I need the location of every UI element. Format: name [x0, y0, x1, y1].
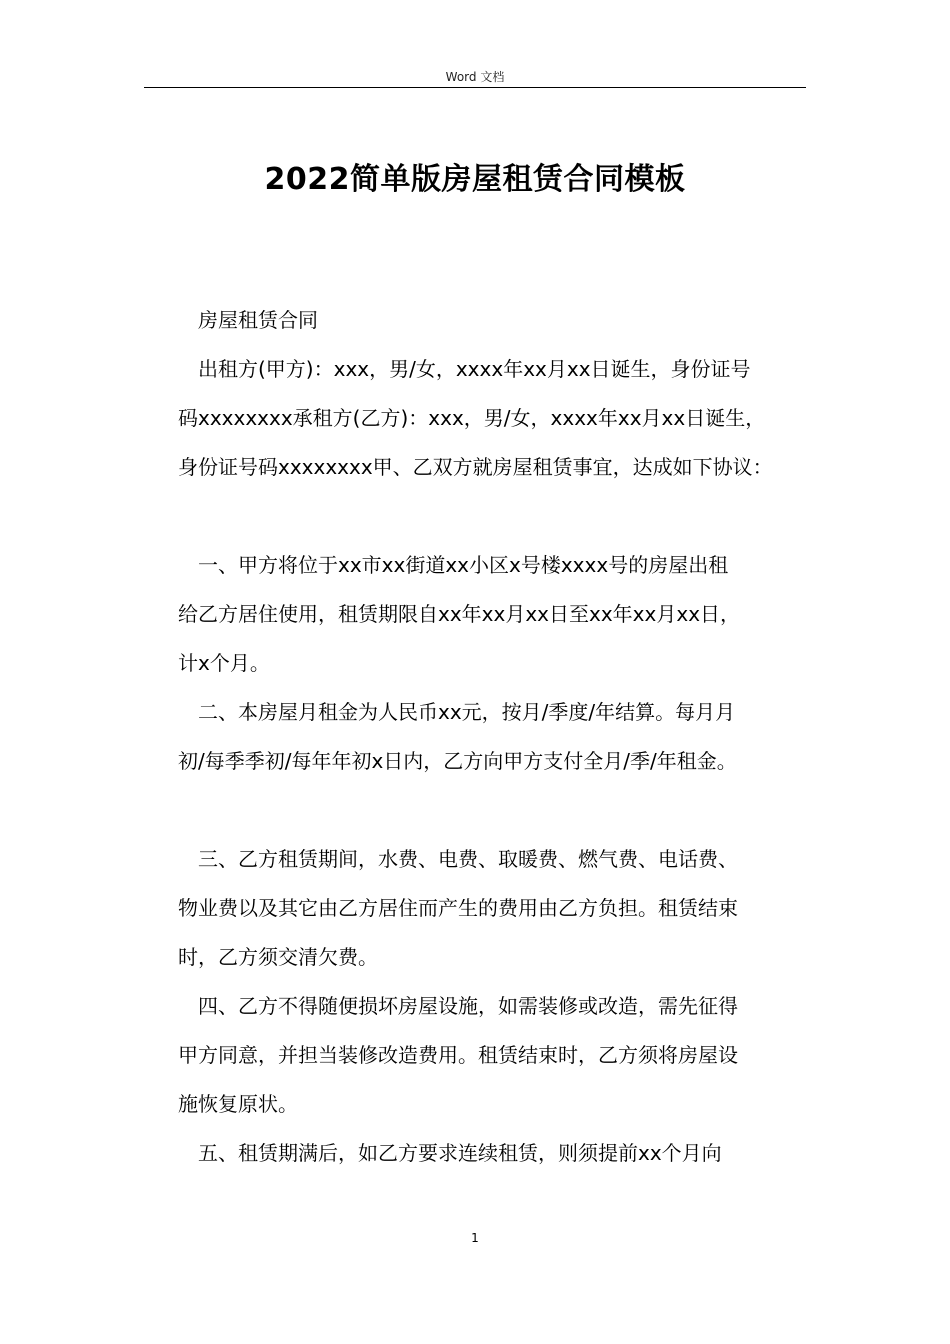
header-divider — [144, 87, 806, 88]
body-line: 时，乙方须交清欠费。 — [178, 945, 378, 969]
body-line: 初/每季季初/每年年初x日内，乙方向甲方支付全月/季/年租金。 — [178, 749, 737, 773]
paragraph-gap — [178, 492, 808, 541]
body-line: 物业费以及其它由乙方居住而产生的费用由乙方负担。租赁结束 — [178, 896, 738, 920]
body-line: 五、租赁期满后，如乙方要求连续租赁，则须提前xx个月向 — [198, 1141, 722, 1165]
document-body — [178, 296, 808, 1178]
body-line: 房屋租赁合同 — [198, 308, 318, 332]
page-header: Word 文档 — [445, 70, 505, 84]
paragraph-gap — [178, 786, 808, 835]
body-line: 出租方(甲方)：xxx，男/女，xxxx年xx月xx日诞生，身份证号 — [198, 357, 751, 381]
document-title: 2022简单版房屋租赁合同模板 — [264, 162, 686, 197]
body-line: 甲方同意，并担当装修改造费用。租赁结束时，乙方须将房屋设 — [178, 1043, 738, 1067]
body-line: 二、本房屋月租金为人民币xx元，按月/季度/年结算。每月月 — [198, 700, 736, 724]
body-line: 计x个月。 — [178, 651, 270, 675]
page-number: 1 — [471, 1231, 479, 1245]
body-line: 施恢复原状。 — [178, 1092, 298, 1116]
body-line: 三、乙方租赁期间，水费、电费、取暖费、燃气费、电话费、 — [198, 847, 738, 871]
body-line: 四、乙方不得随便损坏房屋设施，如需装修或改造，需先征得 — [198, 994, 738, 1018]
body-line: 身份证号码xxxxxxxx甲、乙双方就房屋租赁事宜，达成如下协议： — [178, 455, 773, 479]
body-line: 给乙方居住使用，租赁期限自xx年xx月xx日至xx年xx月xx日， — [178, 602, 741, 626]
body-line: 一、甲方将位于xx市xx街道xx小区x号楼xxxx号的房屋出租 — [198, 553, 729, 577]
body-line: 码xxxxxxxx承租方(乙方)：xxx，男/女，xxxx年xx月xx日诞生， — [178, 406, 766, 430]
